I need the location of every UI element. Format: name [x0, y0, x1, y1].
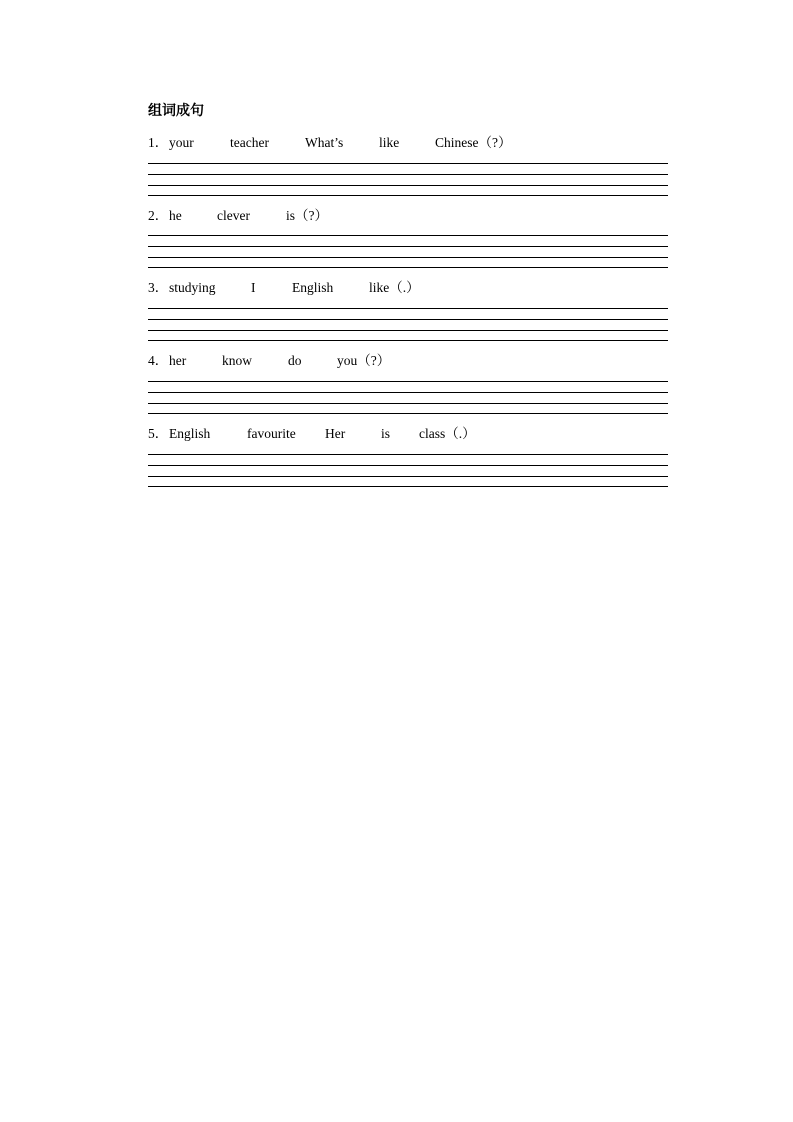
- question-number: 4．: [148, 353, 169, 368]
- answer-line: [148, 454, 668, 455]
- question-number: 1．: [148, 135, 169, 150]
- question-4: [148, 352, 668, 370]
- word: like: [379, 135, 400, 150]
- answer-line: [148, 392, 668, 393]
- word: What’s: [305, 135, 344, 150]
- page-title: 组词成句: [148, 103, 204, 119]
- question-1: [148, 134, 668, 152]
- question-5-words: [148, 425, 668, 443]
- word: clever: [217, 208, 250, 223]
- answer-line: [148, 174, 668, 175]
- answer-line: [148, 308, 668, 309]
- answer-line: [148, 257, 668, 258]
- word: English: [169, 426, 211, 441]
- question-2: [148, 207, 668, 225]
- question-1-words: [148, 134, 668, 152]
- question-2-words: [148, 207, 668, 225]
- question-3-words: [148, 279, 668, 297]
- word: favourite: [247, 426, 296, 441]
- word: studying: [169, 280, 216, 295]
- answer-line: [148, 185, 668, 186]
- word: Chinese（?）: [435, 135, 512, 150]
- word: do: [288, 353, 302, 368]
- question-number: 2．: [148, 208, 169, 223]
- answer-line: [148, 340, 668, 341]
- question-3: [148, 279, 668, 297]
- question-number: 3．: [148, 280, 169, 295]
- answer-line: [148, 476, 668, 477]
- answer-line: [148, 330, 668, 331]
- word: her: [169, 353, 187, 368]
- answer-line: [148, 403, 668, 404]
- answer-line: [148, 235, 668, 236]
- word: English: [292, 280, 334, 295]
- word: your: [169, 135, 194, 150]
- word: know: [222, 353, 252, 368]
- word: teacher: [230, 135, 269, 150]
- question-number: 5．: [148, 426, 169, 441]
- answer-line: [148, 319, 668, 320]
- word: you（?）: [337, 353, 391, 368]
- word: is: [381, 426, 391, 441]
- answer-line: [148, 163, 668, 164]
- answer-line: [148, 486, 668, 487]
- word: class（.）: [419, 426, 476, 441]
- answer-line: [148, 246, 668, 247]
- answer-line: [148, 195, 668, 196]
- answer-line: [148, 381, 668, 382]
- word: I: [251, 280, 256, 295]
- word: Her: [325, 426, 346, 441]
- answer-line: [148, 465, 668, 466]
- word: like（.）: [369, 280, 420, 295]
- answer-line: [148, 413, 668, 414]
- word: he: [169, 208, 182, 223]
- question-4-words: [148, 352, 668, 370]
- word: is（?）: [286, 208, 328, 223]
- question-5: [148, 425, 668, 443]
- answer-line: [148, 267, 668, 268]
